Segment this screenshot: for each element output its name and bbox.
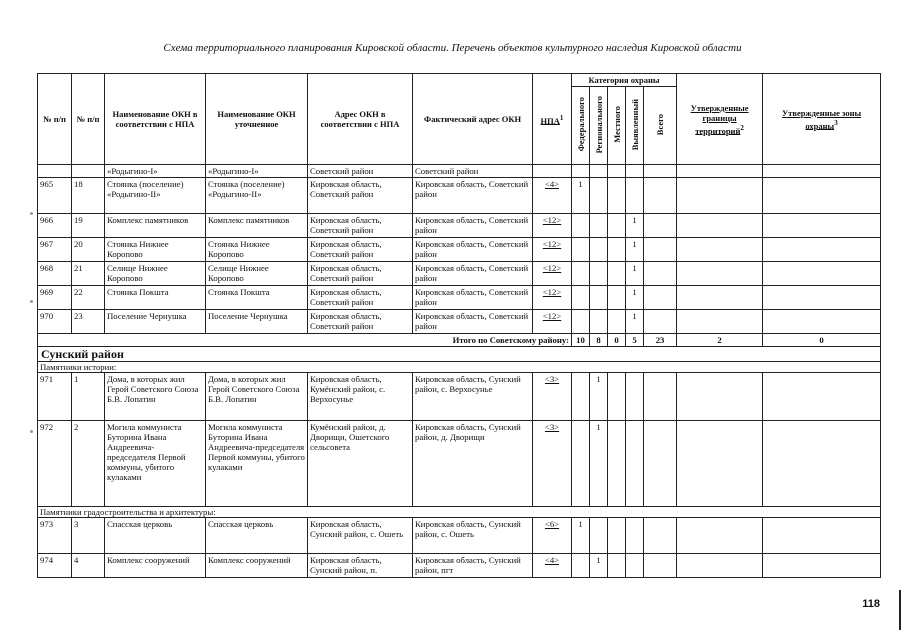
cell-bounds [677, 262, 763, 286]
cell-zones [763, 262, 881, 286]
cell-name: Селище Нижнее Коропово [105, 262, 206, 286]
table-row [38, 518, 881, 554]
total-identified: 5 [626, 334, 644, 347]
cell-name2: Селище Нижнее Коропово [206, 262, 308, 286]
cell-address2: Советский район [413, 165, 533, 178]
cell-name2: Комплекс памятников [206, 214, 308, 238]
cell-npa: <12> [533, 286, 572, 310]
total-row [38, 334, 881, 347]
cell-address: Кировская область, Советский район [308, 286, 413, 310]
total-label: Итого по Советскому району: [38, 334, 572, 347]
cell-num: 973 [38, 518, 72, 554]
cell-name2: Поселение Чернушка [206, 310, 308, 334]
cell-num: 970 [38, 310, 72, 334]
cell-regional [590, 518, 608, 554]
cell-federal [572, 214, 590, 238]
cell-npa [533, 165, 572, 178]
cell-local [608, 554, 626, 578]
cell-address: Кировская область, Советский район [308, 310, 413, 334]
scan-dot [30, 212, 33, 215]
header-approved-bounds: Утвержденные границы территорий$^2$ [677, 74, 763, 165]
cell-bounds [677, 310, 763, 334]
cell-regional [590, 214, 608, 238]
table-row [38, 554, 881, 578]
cell-federal [572, 421, 590, 507]
cell-federal [572, 165, 590, 178]
cell-identified [626, 178, 644, 214]
cell-name: Стоянка (поселение) «Родыгино-II» [105, 178, 206, 214]
heritage-table [37, 73, 881, 578]
header-approved-zones: Утвержденные зоны охраны$^3$ [763, 74, 881, 165]
subsection-row [38, 507, 881, 518]
cell-regional [590, 310, 608, 334]
document-title: Схема территориального планирования Кировской области. Перечень объектов культурного наследия Кировской области [163, 42, 742, 54]
cell-federal [572, 310, 590, 334]
cell-address2: Кировская область, Сунский район, д. Дворищи [413, 421, 533, 507]
cell-bounds [677, 178, 763, 214]
cell-num2: 3 [72, 518, 105, 554]
cell-name2: Дома, в которых жил Герой Советского Союза Б.В. Лопатин [206, 373, 308, 421]
cell-identified [626, 554, 644, 578]
cell-local [608, 518, 626, 554]
cell-regional [590, 178, 608, 214]
cell-federal: 1 [572, 178, 590, 214]
cell-num2: 23 [72, 310, 105, 334]
cell-zones [763, 373, 881, 421]
cell-identified [626, 421, 644, 507]
cell-federal [572, 373, 590, 421]
cell-zones [763, 518, 881, 554]
cell-bounds [677, 286, 763, 310]
cell-zones [763, 238, 881, 262]
cell-total [644, 518, 677, 554]
scan-dot [30, 300, 33, 303]
header-cat-identified: Выявленный [626, 87, 644, 165]
cell-local [608, 214, 626, 238]
cell-name: Комплекс памятников [105, 214, 206, 238]
cell-regional [590, 165, 608, 178]
cell-address: Кумёнский район, д. Дворищи, Ошетского сельсовета [308, 421, 413, 507]
subsection-row [38, 362, 881, 373]
cell-identified [626, 518, 644, 554]
cell-address2: Кировская область, Сунский район, с. Верхосунье [413, 373, 533, 421]
cell-name: Поселение Чернушка [105, 310, 206, 334]
cell-num: 966 [38, 214, 72, 238]
page-number: 118 [862, 598, 880, 610]
cell-address2: Кировская область, Сунский район, с. Ошеть [413, 518, 533, 554]
cell-bounds [677, 518, 763, 554]
cell-local [608, 421, 626, 507]
total-bounds: 2 [677, 334, 763, 347]
header-name-npa: Наименование ОКН в соответствии с НПА [105, 74, 206, 165]
cell-num: 968 [38, 262, 72, 286]
cell-total [644, 373, 677, 421]
cell-bounds [677, 238, 763, 262]
cell-address2: Кировская область, Советский район [413, 286, 533, 310]
table-row [38, 421, 881, 507]
total-federal: 10 [572, 334, 590, 347]
cell-regional [590, 238, 608, 262]
header-npa: НПА$^1$ [533, 74, 572, 165]
cell-local [608, 262, 626, 286]
cell-address: Кировская область, Сунский район, с. Ошеть [308, 518, 413, 554]
cell-identified: 1 [626, 286, 644, 310]
cell-npa: <12> [533, 262, 572, 286]
cell-identified: 1 [626, 214, 644, 238]
table-row [38, 238, 881, 262]
cell-address: Кировская область, Советский район [308, 238, 413, 262]
cell-identified [626, 373, 644, 421]
total-local: 0 [608, 334, 626, 347]
cell-zones [763, 310, 881, 334]
cell-address: Кировская область, Советский район [308, 214, 413, 238]
section-row [38, 347, 881, 362]
cell-name: «Родыгино-I» [105, 165, 206, 178]
header-cat-federal: Федерального [572, 87, 590, 165]
table-row [38, 310, 881, 334]
cell-address: Советский район [308, 165, 413, 178]
cell-local [608, 165, 626, 178]
section-title: Сунский район [38, 347, 881, 362]
cell-address2: Кировская область, Советский район [413, 262, 533, 286]
cell-bounds [677, 214, 763, 238]
cell-num: 972 [38, 421, 72, 507]
header-cat-regional: Регионального [590, 87, 608, 165]
cell-npa: <12> [533, 214, 572, 238]
cell-identified: 1 [626, 262, 644, 286]
cell-address2: Кировская область, Советский район [413, 238, 533, 262]
cell-num2 [72, 165, 105, 178]
cell-address: Кировская область, Советский район [308, 178, 413, 214]
subsection-title: Памятники истории: [38, 362, 881, 373]
header-category-group: Категория охраны [572, 74, 677, 87]
cell-local [608, 178, 626, 214]
table-row [38, 214, 881, 238]
cell-total [644, 286, 677, 310]
cell-regional [590, 286, 608, 310]
cell-zones [763, 214, 881, 238]
cell-name2: Могила коммуниста Буторина Ивана Андреевича-председателя Первой коммуны, убитого кулаками [206, 421, 308, 507]
cell-name: Стоянка Нижнее Коропово [105, 238, 206, 262]
cell-federal: 1 [572, 518, 590, 554]
header-num2: № п/п [72, 74, 105, 165]
cell-total [644, 165, 677, 178]
table-row [38, 373, 881, 421]
cell-federal [572, 554, 590, 578]
table-row [38, 262, 881, 286]
cell-npa: <4> [533, 178, 572, 214]
cell-name2: «Родыгино-I» [206, 165, 308, 178]
cell-num2: 4 [72, 554, 105, 578]
cell-federal [572, 286, 590, 310]
header-cat-total: Всего [644, 87, 677, 165]
cell-num: 967 [38, 238, 72, 262]
cell-name2: Стоянка (поселение) «Родыгино-II» [206, 178, 308, 214]
cell-federal [572, 262, 590, 286]
cell-bounds [677, 554, 763, 578]
table-row [38, 165, 881, 178]
scan-dot [30, 430, 33, 433]
table-row [38, 286, 881, 310]
header-address-npa: Адрес ОКН в соответствии с НПА [308, 74, 413, 165]
cell-npa: <3> [533, 373, 572, 421]
cell-num2: 21 [72, 262, 105, 286]
cell-num2: 1 [72, 373, 105, 421]
cell-npa: <3> [533, 421, 572, 507]
cell-name2: Спасская церковь [206, 518, 308, 554]
cell-identified [626, 165, 644, 178]
header-cat-local: Местного [608, 87, 626, 165]
cell-local [608, 310, 626, 334]
total-zones: 0 [763, 334, 881, 347]
header-address-actual: Фактический адрес ОКН [413, 74, 533, 165]
page-edge-rule [899, 590, 901, 630]
cell-address: Кировская область, Советский район [308, 262, 413, 286]
cell-address: Кировская область, Сунский район, п. [308, 554, 413, 578]
cell-num2: 2 [72, 421, 105, 507]
cell-bounds [677, 373, 763, 421]
cell-num: 974 [38, 554, 72, 578]
cell-name: Стоянка Покшта [105, 286, 206, 310]
cell-name: Могила коммуниста Буторина Ивана Андреевича-председателя Первой коммуны, убитого кулаками [105, 421, 206, 507]
cell-federal [572, 238, 590, 262]
cell-address2: Кировская область, Советский район [413, 214, 533, 238]
subsection-title: Памятники градостроительства и архитектуры: [38, 507, 881, 518]
cell-total [644, 554, 677, 578]
cell-local [608, 238, 626, 262]
cell-total [644, 238, 677, 262]
cell-name: Спасская церковь [105, 518, 206, 554]
cell-regional: 1 [590, 421, 608, 507]
table-row [38, 178, 881, 214]
cell-total [644, 310, 677, 334]
cell-num [38, 165, 72, 178]
cell-local [608, 286, 626, 310]
header-num: № п/п [38, 74, 72, 165]
cell-num: 965 [38, 178, 72, 214]
total-all: 23 [644, 334, 677, 347]
cell-name: Дома, в которых жил Герой Советского Союза Б.В. Лопатин [105, 373, 206, 421]
cell-zones [763, 421, 881, 507]
cell-zones [763, 178, 881, 214]
cell-zones [763, 554, 881, 578]
cell-num2: 19 [72, 214, 105, 238]
cell-regional: 1 [590, 373, 608, 421]
cell-local [608, 373, 626, 421]
header-name-refined: Наименование ОКН уточненное [206, 74, 308, 165]
cell-regional [590, 262, 608, 286]
cell-address2: Кировская область, Советский район [413, 310, 533, 334]
cell-name2: Стоянка Нижнее Коропово [206, 238, 308, 262]
cell-num: 971 [38, 373, 72, 421]
cell-total [644, 178, 677, 214]
cell-num: 969 [38, 286, 72, 310]
cell-num2: 20 [72, 238, 105, 262]
cell-bounds [677, 421, 763, 507]
cell-total [644, 214, 677, 238]
cell-name2: Комплекс сооружений [206, 554, 308, 578]
cell-address: Кировская область, Кумёнский район, с. Верхосунье [308, 373, 413, 421]
cell-npa: <4> [533, 554, 572, 578]
cell-total [644, 262, 677, 286]
cell-name2: Стоянка Покшта [206, 286, 308, 310]
cell-npa: <12> [533, 310, 572, 334]
cell-total [644, 421, 677, 507]
cell-bounds [677, 165, 763, 178]
cell-address2: Кировская область, Сунский район, пгт [413, 554, 533, 578]
cell-identified: 1 [626, 238, 644, 262]
cell-address2: Кировская область, Советский район [413, 178, 533, 214]
cell-num2: 22 [72, 286, 105, 310]
total-regional: 8 [590, 334, 608, 347]
cell-name: Комплекс сооружений [105, 554, 206, 578]
cell-num2: 18 [72, 178, 105, 214]
cell-identified: 1 [626, 310, 644, 334]
cell-npa: <12> [533, 238, 572, 262]
cell-zones [763, 286, 881, 310]
cell-npa: <6> [533, 518, 572, 554]
cell-zones [763, 165, 881, 178]
cell-regional: 1 [590, 554, 608, 578]
